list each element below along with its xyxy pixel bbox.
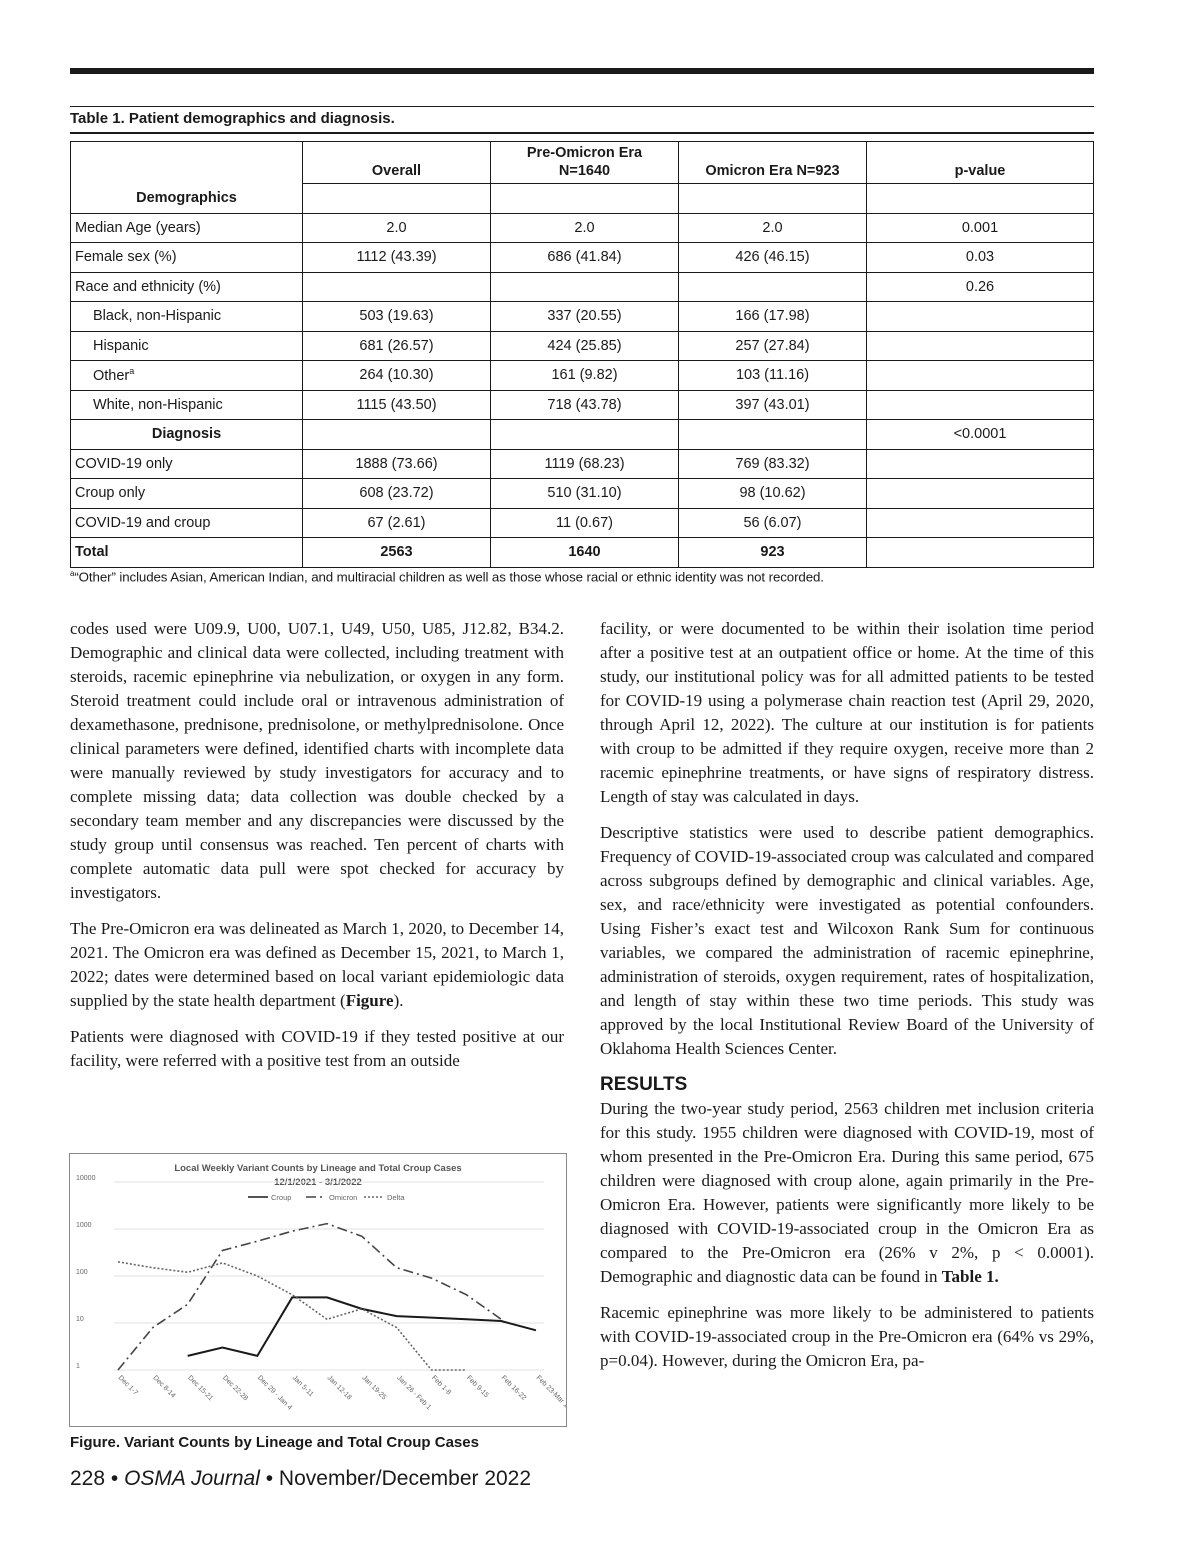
cell-p (867, 361, 1094, 391)
x-tick-label: Dec 29 - Jan 4 (255, 1374, 294, 1412)
cell-overall: 1888 (73.66) (303, 449, 491, 479)
journal-name: OSMA Journal (124, 1467, 260, 1490)
x-tick-label: Feb 1-8 (430, 1374, 453, 1397)
table-row (71, 390, 1094, 420)
table-title: Table 1. Patient demographics and diagnosis. (70, 110, 395, 127)
cell-p (867, 449, 1094, 479)
cell-p (867, 390, 1094, 420)
left-column (70, 617, 564, 1085)
paragraph: codes used were U09.9, U00, U07.1, U49, U50, U85, J12.82, B34.2. Demographic and clinical data were collected, including treatment with steroids, racemic epinephrine via nebulization, or oxygen in any form. Steroid treatment could include oral or intravenous administration of dexamethasone, prednisone, prednisolone, or methylprednisolone. Once clinical parameters were defined, identified charts with incomplete data were manually reviewed by study investigators for accuracy and to complete missing data; data collection was double checked by a secondary team member and any discrepancies were discussed by the study group until consensus was reached. Ten percent of charts with complete automatic data pull were spot checked for accuracy by investigators. (70, 619, 564, 902)
right-column (600, 617, 1094, 1385)
header-pre-line1: Pre-Omicron Era (526, 145, 643, 161)
x-tick-label: Dec 22-28 (221, 1374, 249, 1403)
y-tick-label: 1000 (76, 1222, 92, 1229)
cell-omicron: 166 (17.98) (679, 302, 867, 332)
cell-omicron: 98 (10.62) (679, 479, 867, 509)
legend-label: Omicron (329, 1193, 358, 1202)
table-row (71, 184, 1094, 214)
x-tick-label: Jan 12-18 (325, 1374, 353, 1402)
row-label: Croup only (71, 479, 303, 509)
row-label: COVID-19 and croup (71, 508, 303, 538)
paragraph: Patients were diagnosed with COVID-19 if they tested positive at our facility, were referred with a positive test from an outside (70, 1027, 564, 1070)
cell-p (867, 538, 1094, 568)
top-rule (70, 68, 1094, 74)
cell-omicron: 397 (43.01) (679, 390, 867, 420)
cell-pre: 424 (25.85) (491, 331, 679, 361)
results-heading: RESULTS (600, 1074, 688, 1095)
cell-omicron: 2.0 (679, 213, 867, 243)
cell-p: 0.03 (867, 243, 1094, 273)
row-label: COVID-19 only (71, 449, 303, 479)
x-tick-label: Jan 26 - Feb 1 (395, 1374, 433, 1412)
cell-omicron: 769 (83.32) (679, 449, 867, 479)
cell-omicron: 426 (46.15) (679, 243, 867, 273)
cell-overall: 2.0 (303, 213, 491, 243)
section-demographics: Demographics (71, 184, 303, 214)
cell-overall (303, 272, 491, 302)
table-row (71, 302, 1094, 332)
x-tick-label: Dec 15-21 (186, 1374, 215, 1403)
cell-omicron: 923 (679, 538, 867, 568)
paragraph: Racemic epinephrine was more likely to be administered to patients with COVID-19-associated croup in the Pre-Omicron era (64% vs 29%, p=0.04). However, during the Omicron Era, pa- (600, 1303, 1094, 1370)
chart-x-axis (117, 1374, 566, 1411)
demographics-table (70, 141, 1094, 568)
issue-date: November/December 2022 (278, 1467, 532, 1490)
page-number: 228 (70, 1467, 106, 1490)
y-tick-label: 10000 (76, 1175, 96, 1182)
header-pvalue: p-value (867, 142, 1094, 184)
cell-p (867, 302, 1094, 332)
cell-pre: 1640 (491, 538, 679, 568)
paragraph-text: During the two-year study period, 2563 children met inclusion criteria for this study. 1955 children were diagnosed with COVID-19, most of whom presented in the Pre-Omicron Era. During this same period, 675 children were diagnosed with croup alone, again primarily in the Pre- Omicron Era. However, patients were significantly more likely to be diagnosed with COVID-19-associated croup in the Omicron Era as compared to the Pre-Omicron era (26% v 2%, p < 0.0001). Demographic and diagnostic data can be found in (600, 1099, 1094, 1286)
cell-omicron: 257 (27.84) (679, 331, 867, 361)
paragraph (600, 1097, 1094, 1289)
cell-omicron: 56 (6.07) (679, 508, 867, 538)
chart-title: Local Weekly Variant Counts by Lineage and Total Croup Cases (174, 1163, 462, 1174)
table-row (71, 449, 1094, 479)
figure-caption: Figure. Variant Counts by Lineage and Total Croup Cases (70, 1434, 479, 1451)
cell-pre (491, 420, 679, 450)
paragraph: facility, or were documented to be within their isolation time period after a positive test at an outpatient office or home. At the time of this study, our institutional policy was for all admitted patients to be tested for COVID-19 using a polymerase chain reaction test (April 29, 2020, through April 12, 2022). The culture at our institution is for patients with croup to be admitted if they require oxygen, receive more than 2 racemic epinephrine treatments, or have signs of respiratory distress. Length of stay was calculated in days. (600, 619, 1094, 806)
footer-bullet: • (110, 1467, 119, 1490)
table-row (71, 213, 1094, 243)
cell-overall (303, 420, 491, 450)
cell-pre: 2.0 (491, 213, 679, 243)
cell-pre: 161 (9.82) (491, 361, 679, 391)
table-reference: Table 1. (941, 1267, 999, 1286)
y-tick-label: 1 (76, 1363, 80, 1370)
table-row (71, 243, 1094, 273)
header-pre-line2: N=1640 (558, 163, 611, 179)
table-footnote (70, 569, 824, 584)
cell-p: 0.001 (867, 213, 1094, 243)
row-label: Black, non-Hispanic (71, 302, 303, 332)
title-rule (70, 132, 1094, 134)
cell-omicron (679, 272, 867, 302)
chart-y-axis (76, 1175, 96, 1370)
cell-pre: 718 (43.78) (491, 390, 679, 420)
row-label: Race and ethnicity (%) (71, 272, 303, 302)
y-tick-label: 10 (76, 1316, 84, 1323)
table-row (71, 479, 1094, 509)
footnote-text: “Other” includes Asian, American Indian, and multiracial children as well as those whose racial or ethnic identity was not recorded. (74, 569, 824, 585)
table-row (71, 508, 1094, 538)
table-row (71, 272, 1094, 302)
cell-pre: 337 (20.55) (491, 302, 679, 332)
paragraph: Descriptive statistics were used to describe patient demographics. Frequency of COVID-19-associated croup was calculated and compared across subgroups defined by demographic and clinical variables. Age, sex, and race/ethnicity were investigated as potential confounders. Using Fisher’s exact test and Wilcoxon Rank Sum for continuous variables, we compared the administration of racemic epinephrine, administration of steroids, oxygen requirement, rates of hospitalization, and length of stay within these two time periods. This study was approved by the local Institutional Review Board of the University of Oklahoma Health Sciences Center. (600, 823, 1094, 1058)
x-tick-label: Dec 1-7 (116, 1374, 139, 1397)
cell-p: 0.26 (867, 272, 1094, 302)
chart-subtitle: 12/1/2021 - 3/1/2022 (274, 1177, 362, 1188)
chart-legend (248, 1193, 405, 1202)
chart-series (118, 1224, 536, 1370)
x-tick-label: Feb 16-22 (499, 1374, 528, 1402)
thin-rule (70, 106, 1094, 107)
footer-bullet: • (265, 1467, 274, 1490)
section-diagnosis: Diagnosis (71, 420, 303, 450)
y-tick-label: 100 (76, 1269, 88, 1276)
table-header-row (71, 142, 1094, 184)
header-empty (71, 142, 303, 184)
header-omicron: Omicron Era N=923 (679, 142, 867, 184)
cell-overall: 1112 (43.39) (303, 243, 491, 273)
chart-svg (70, 1154, 566, 1426)
x-tick-label: Jan 5-11 (290, 1374, 315, 1399)
row-label-other (71, 361, 303, 391)
table-row (71, 361, 1094, 391)
paragraph-text: ). (393, 991, 404, 1010)
row-label: Median Age (years) (71, 213, 303, 243)
cell-overall: 503 (19.63) (303, 302, 491, 332)
row-label: Hispanic (71, 331, 303, 361)
paragraph-text: The Pre-Omicron era was delineated as March 1, 2020, to December 14, 2021. The Omicron era was defined as December 15, 2021, to March 1, 2022; dates were determined based on local variant epidemiologic data supplied by the state health department ( (70, 919, 564, 1010)
table-row (71, 420, 1094, 450)
cell-p: <0.0001 (867, 420, 1094, 450)
x-tick-label: Dec 8-14 (151, 1374, 177, 1400)
cell-pre: 686 (41.84) (491, 243, 679, 273)
figure-reference: Figure (345, 991, 394, 1010)
paragraph (70, 917, 564, 1013)
row-label: White, non-Hispanic (71, 390, 303, 420)
cell-p (867, 331, 1094, 361)
figure-chart (69, 1153, 567, 1427)
cell-overall: 1115 (43.50) (303, 390, 491, 420)
cell-overall: 264 (10.30) (303, 361, 491, 391)
cell-p (867, 479, 1094, 509)
page-footer (70, 1467, 531, 1491)
cell-pre (491, 272, 679, 302)
row-label-text: Other (93, 368, 130, 385)
x-tick-label: Feb 9-15 (464, 1374, 490, 1400)
table-row-total (71, 538, 1094, 568)
x-tick-label: Feb 23-Mar 1 (534, 1374, 566, 1410)
cell-overall: 608 (23.72) (303, 479, 491, 509)
header-overall: Overall (303, 142, 491, 184)
cell-overall: 67 (2.61) (303, 508, 491, 538)
row-label: Female sex (%) (71, 243, 303, 273)
cell-pre: 1119 (68.23) (491, 449, 679, 479)
legend-label: Croup (271, 1193, 292, 1202)
cell-omicron: 103 (11.16) (679, 361, 867, 391)
cell-pre: 510 (31.10) (491, 479, 679, 509)
chart-grid (114, 1182, 544, 1370)
cell-pre: 11 (0.67) (491, 508, 679, 538)
cell-p (867, 508, 1094, 538)
table-row (71, 331, 1094, 361)
cell-omicron (679, 420, 867, 450)
legend-label: Delta (387, 1193, 405, 1202)
cell-overall: 681 (26.57) (303, 331, 491, 361)
footnote-mark: a (70, 569, 75, 578)
footnote-mark: a (129, 366, 135, 377)
header-pre-omicron (491, 142, 679, 184)
row-label: Total (71, 538, 303, 568)
x-tick-label: Jan 19-25 (360, 1374, 388, 1402)
cell-overall: 2563 (303, 538, 491, 568)
